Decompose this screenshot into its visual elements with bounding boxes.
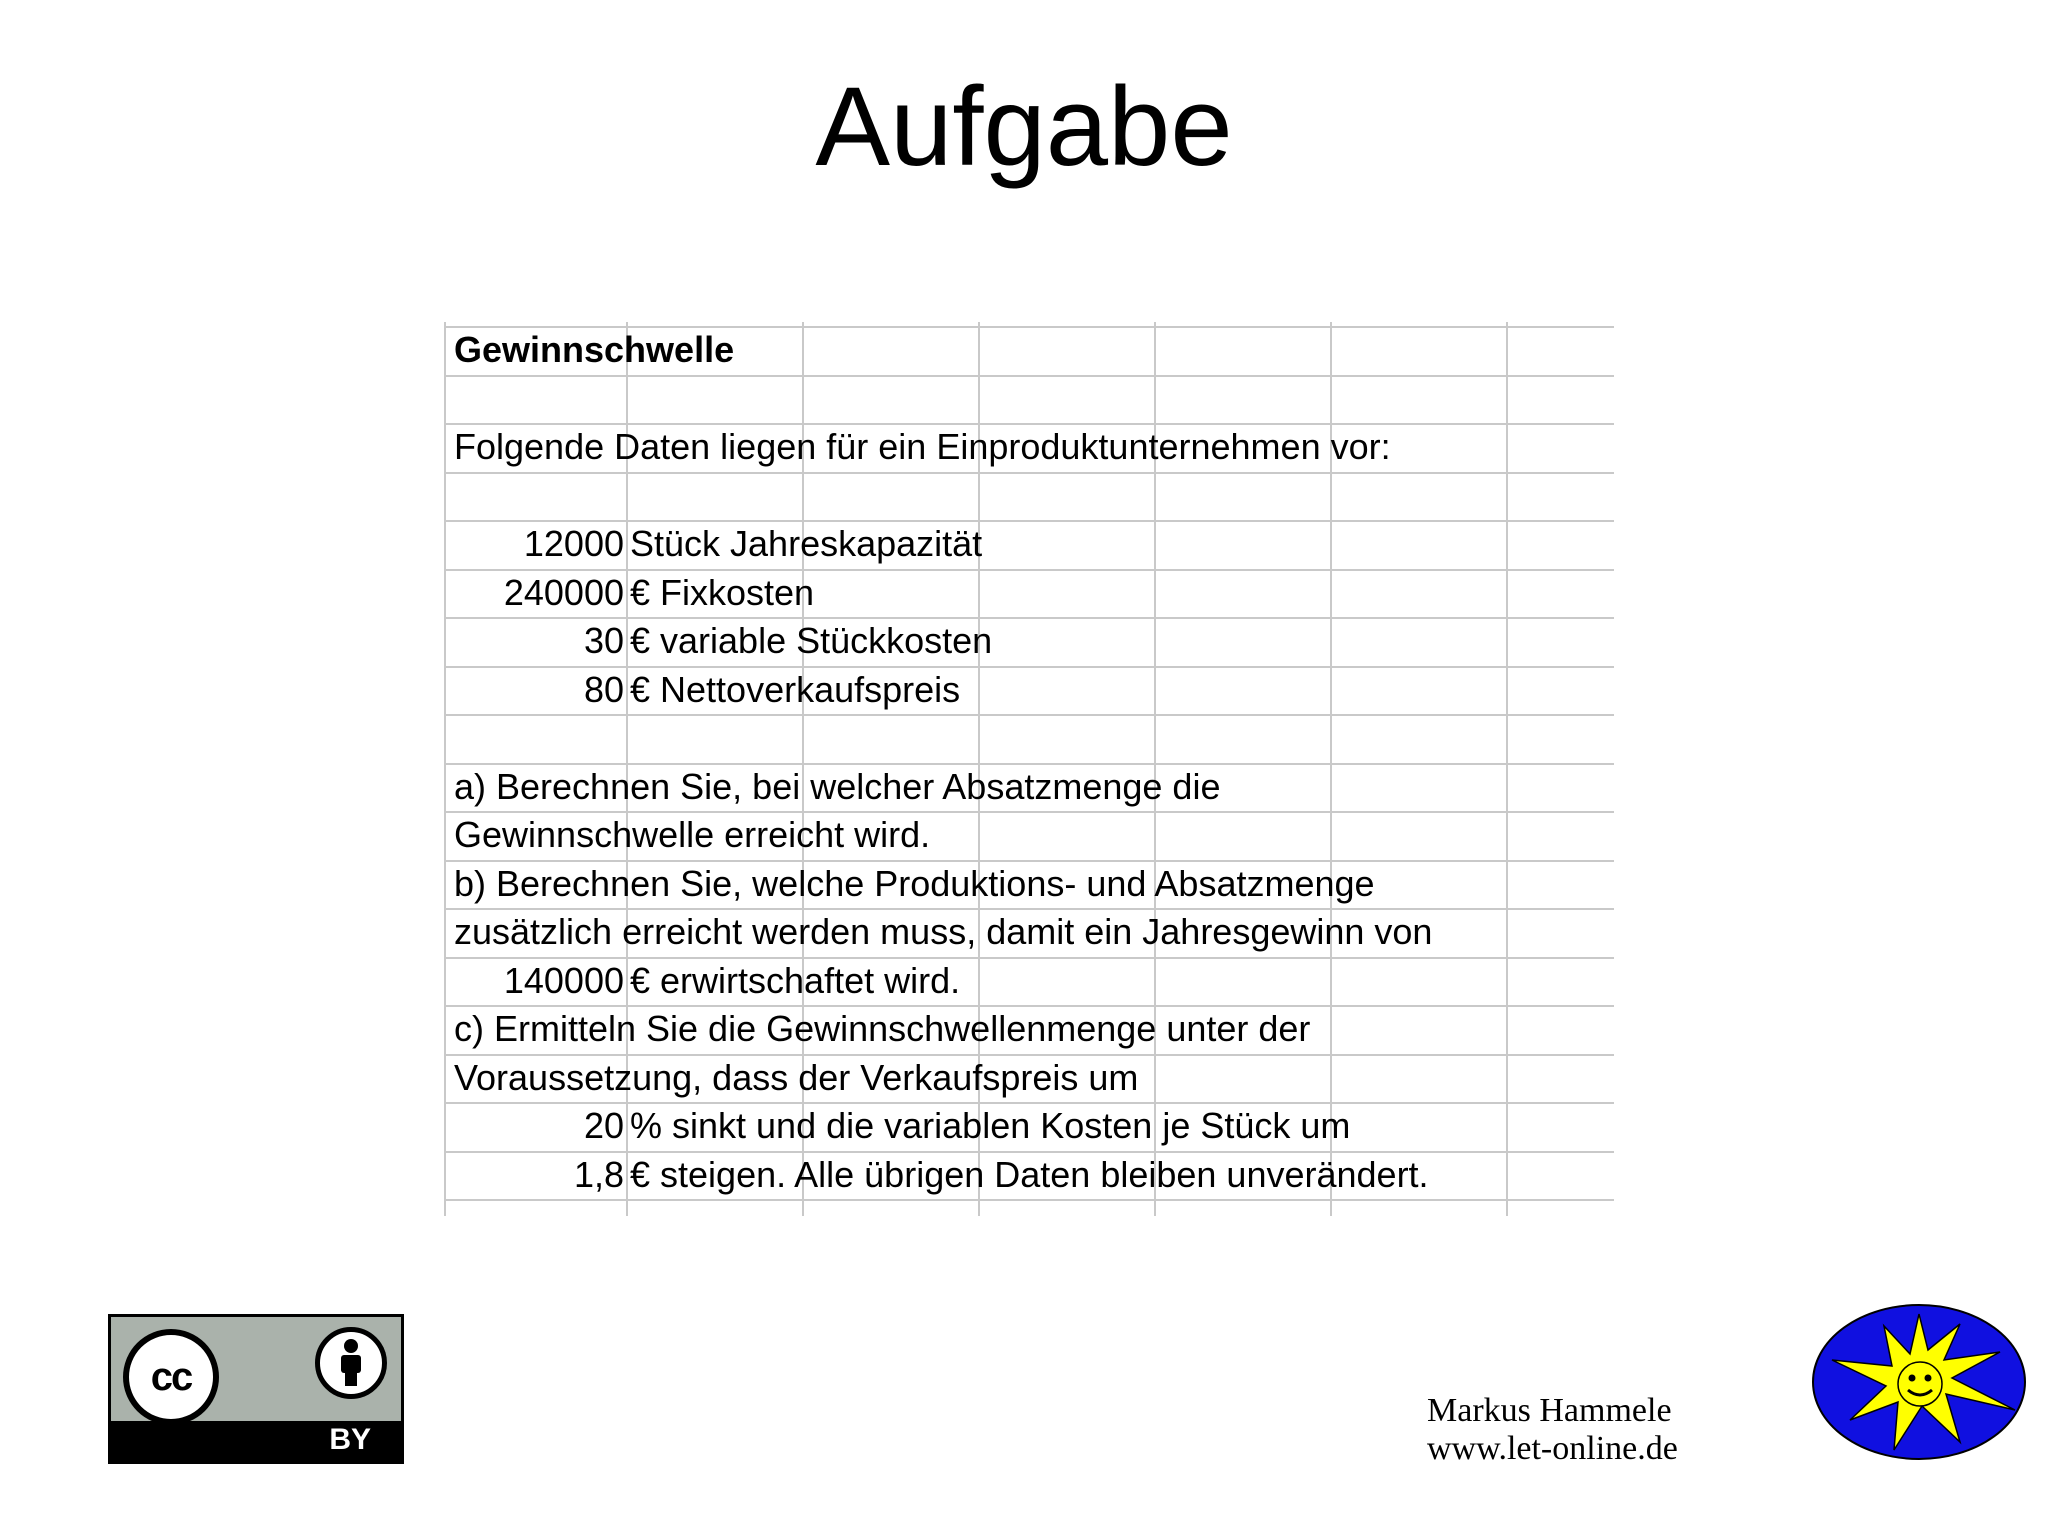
sheet-row: [444, 1102, 1614, 1150]
grid-row-line: [444, 1199, 1614, 1201]
sheet-row: [444, 714, 1614, 762]
sheet-text: Folgende Daten liegen für ein Einproduktunternehmen vor:: [454, 426, 1391, 467]
sheet-row: [444, 520, 1614, 568]
sheet-row: [444, 1151, 1614, 1199]
sheet-row: [444, 617, 1614, 665]
author-name: Markus Hammele: [1427, 1392, 1672, 1429]
sheet-row: [444, 908, 1614, 956]
sheet-row: [444, 860, 1614, 908]
sheet-text: Gewinnschwelle erreicht wird.: [454, 814, 931, 855]
sheet-number-cell: 140000: [503, 959, 624, 1001]
attribution-person-icon: [315, 1327, 387, 1399]
sheet-text: % sinkt und die variablen Kosten je Stück um: [630, 1105, 1351, 1146]
sheet-row: [444, 666, 1614, 714]
cc-by-license-badge: [108, 1314, 404, 1464]
sheet-row: [444, 375, 1614, 423]
sheet-row: [444, 1054, 1614, 1102]
sheet-number-cell: 12000: [523, 523, 624, 564]
sheet-row: [444, 763, 1614, 811]
sheet-text: Stück Jahreskapazität: [630, 523, 983, 564]
sheet-number-cell: 240000: [503, 571, 624, 613]
author-url: www.let-online.de: [1427, 1430, 1678, 1467]
sheet-row: [444, 957, 1614, 1005]
cc-icon: cc: [123, 1329, 219, 1425]
spreadsheet-excerpt: [444, 322, 1614, 1216]
sheet-heading: Gewinnschwelle: [454, 329, 735, 370]
sheet-text: b) Berechnen Sie, welche Produktions- und Absatzmenge: [454, 862, 1375, 904]
sheet-row: [444, 423, 1614, 471]
author-block: [1427, 1392, 1678, 1468]
sheet-text: a) Berechnen Sie, bei welcher Absatzmenge die: [454, 765, 1221, 807]
sheet-text: € Nettoverkaufspreis: [630, 668, 961, 710]
sheet-text: Voraussetzung, dass der Verkaufspreis um: [454, 1056, 1139, 1098]
sheet-text: c) Ermitteln Sie die Gewinnschwellenmenge unter der: [454, 1008, 1311, 1049]
sheet-number-cell: 1,8: [573, 1153, 624, 1195]
sun-logo-icon: [1810, 1302, 2028, 1462]
sheet-number-cell: 20: [583, 1105, 624, 1146]
sheet-number-cell: 80: [583, 668, 624, 710]
slide-title: Aufgabe: [815, 64, 1233, 189]
sheet-text: € steigen. Alle übrigen Daten bleiben unverändert.: [630, 1153, 1429, 1195]
sheet-text: € erwirtschaftet wird.: [630, 959, 961, 1001]
sheet-row: [444, 472, 1614, 520]
sheet-row: [444, 811, 1614, 859]
sheet-text: € Fixkosten: [630, 571, 815, 613]
sheet-row: [444, 569, 1614, 617]
by-label: BY: [329, 1423, 371, 1456]
sheet-text: zusätzlich erreicht werden muss, damit ein Jahresgewinn von: [454, 911, 1433, 952]
sheet-row: [444, 1005, 1614, 1053]
sheet-number-cell: 30: [583, 620, 624, 661]
sheet-text: € variable Stückkosten: [630, 620, 993, 661]
sheet-row: [444, 326, 1614, 374]
